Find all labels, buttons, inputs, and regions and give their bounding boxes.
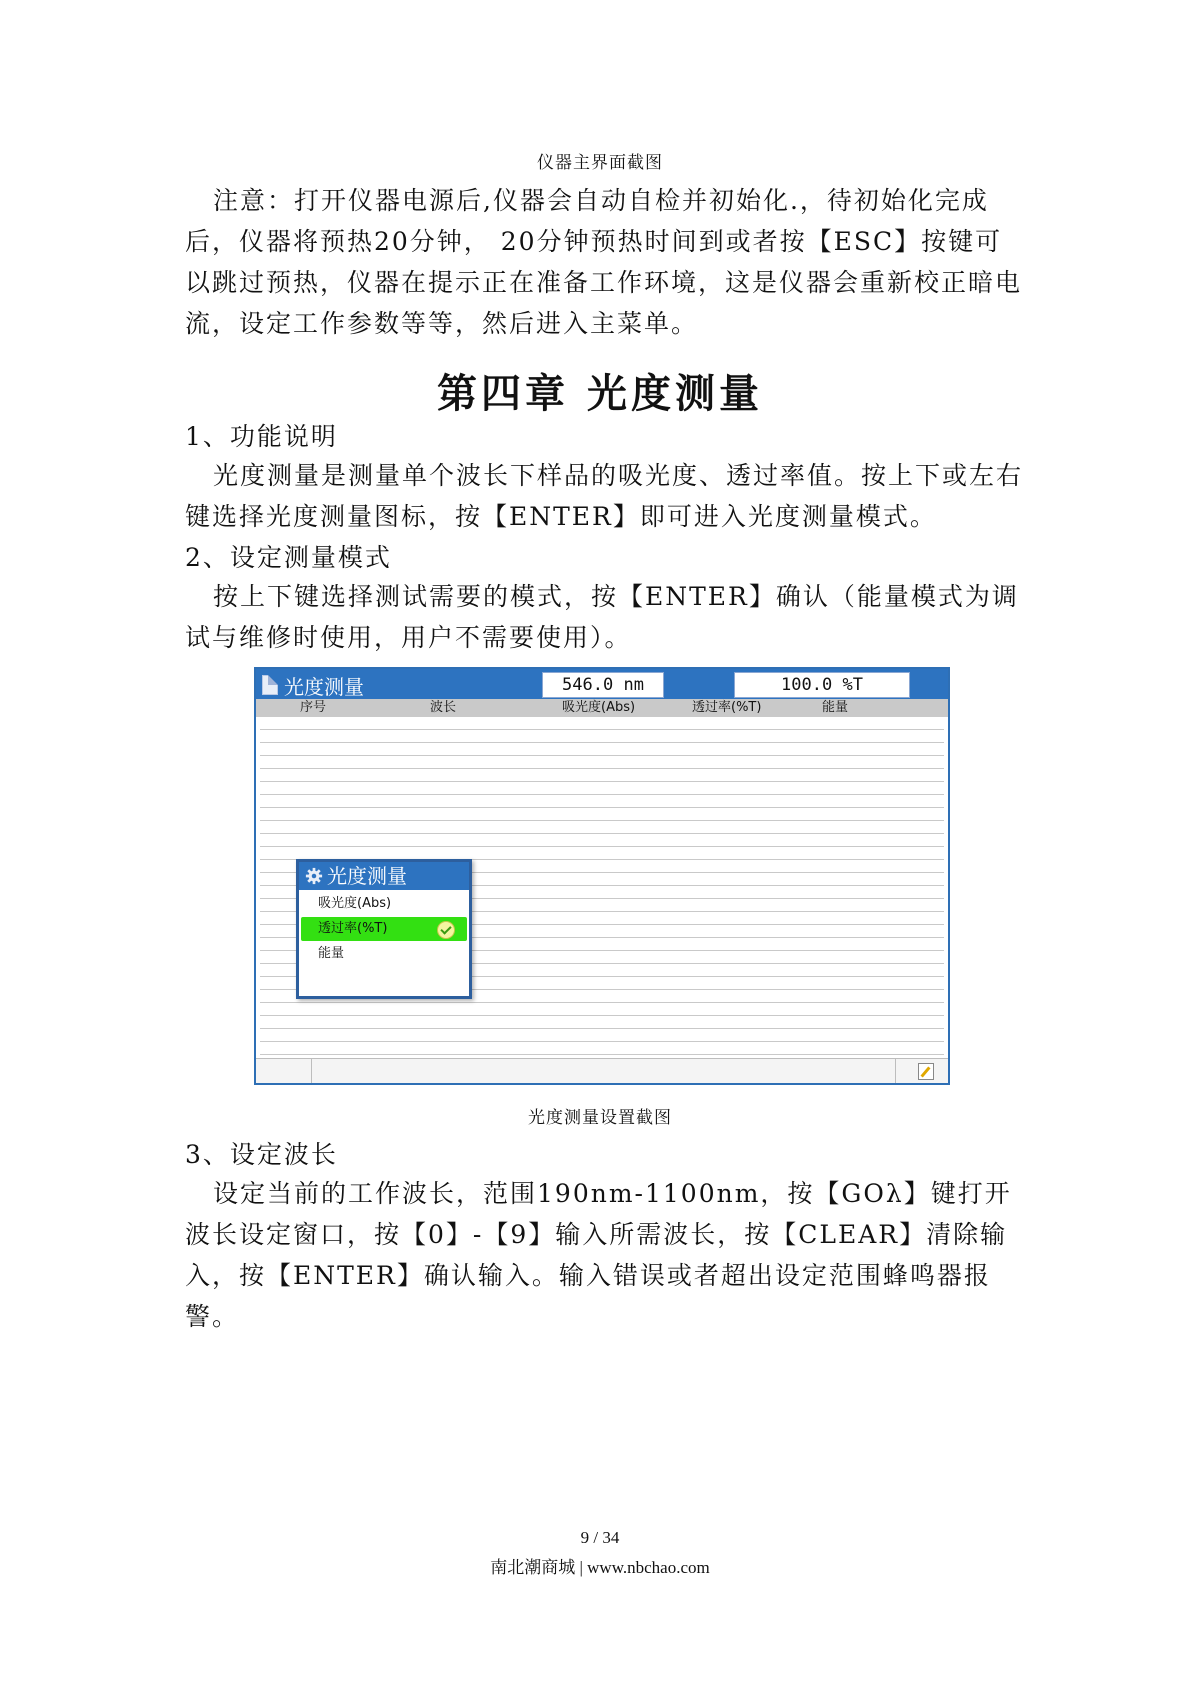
photometry-screenshot bbox=[254, 667, 950, 1085]
col-index: 序号 bbox=[300, 700, 327, 715]
page-number: 9 / 34 bbox=[580, 1528, 620, 1547]
section1-body: 光度测量是测量单个波长下样品的吸光度、透过率值。按上下或左右键选择光度测量图标，按【ENTER】即可进入光度测量模式。 bbox=[185, 461, 1024, 531]
top-caption: 仪器主界面截图 bbox=[537, 153, 663, 173]
col-wavelength: 波长 bbox=[430, 700, 457, 715]
menu-item-absorbance[interactable] bbox=[301, 892, 467, 916]
col-energy: 能量 bbox=[822, 700, 849, 715]
section2-heading: 2、设定测量模式 bbox=[185, 543, 392, 572]
section3-body: 设定当前的工作波长，范围190nm-1100nm，按【GOλ】键打开波长设定窗口，按【0】-【9】输入所需波长，按【CLEAR】清除输入，按【ENTER】确认输入。输入错误或者超出设定范围蜂鸣器报警。 bbox=[185, 1179, 1012, 1331]
screenshot-caption: 光度测量设置截图 bbox=[528, 1108, 672, 1128]
check-icon bbox=[437, 921, 455, 939]
status-bar bbox=[256, 1058, 948, 1083]
edit-icon[interactable] bbox=[918, 1063, 934, 1080]
screen-title: 光度测量 bbox=[284, 675, 364, 699]
table-header bbox=[256, 699, 948, 717]
gear-icon bbox=[305, 867, 323, 885]
mode-popup-menu bbox=[296, 859, 472, 999]
document-icon bbox=[262, 675, 278, 695]
chapter-title: 第四章 光度测量 bbox=[437, 370, 763, 417]
menu-item-label: 吸光度(Abs) bbox=[318, 896, 392, 911]
screen-title-bar bbox=[256, 669, 948, 699]
menu-item-energy[interactable] bbox=[301, 942, 467, 966]
value-readout: 100.0 %T bbox=[734, 672, 910, 698]
footer-site: 南北潮商城 | www.nbchao.com bbox=[490, 1558, 710, 1577]
popup-title-bar bbox=[299, 862, 469, 890]
note-paragraph: 注意：打开仪器电源后,仪器会自动自检并初始化.，待初始化完成后，仪器将预热20分钟， 20分钟预热时间到或者按【ESC】按键可以跳过预热，仪器在提示正在准备工作环境，这是仪器会重新校正暗电流，设定工作参数等等，然后进入主菜单。 bbox=[185, 186, 1023, 338]
status-divider bbox=[895, 1059, 896, 1083]
popup-title: 光度测量 bbox=[327, 864, 407, 888]
wavelength-readout: 546.0 nm bbox=[542, 672, 664, 698]
menu-item-transmittance[interactable] bbox=[301, 917, 467, 941]
menu-item-label: 能量 bbox=[318, 946, 345, 961]
section1-heading: 1、功能说明 bbox=[185, 422, 338, 451]
col-transmittance: 透过率(%T) bbox=[692, 700, 762, 715]
status-divider bbox=[311, 1059, 312, 1083]
section2-body: 按上下键选择测试需要的模式，按【ENTER】确认（能量模式为调试与维修时使用，用户不需要使用）。 bbox=[185, 582, 1019, 652]
col-absorbance: 吸光度(Abs) bbox=[562, 700, 636, 715]
menu-item-label: 透过率(%T) bbox=[318, 921, 388, 936]
section3-heading: 3、设定波长 bbox=[185, 1140, 338, 1169]
